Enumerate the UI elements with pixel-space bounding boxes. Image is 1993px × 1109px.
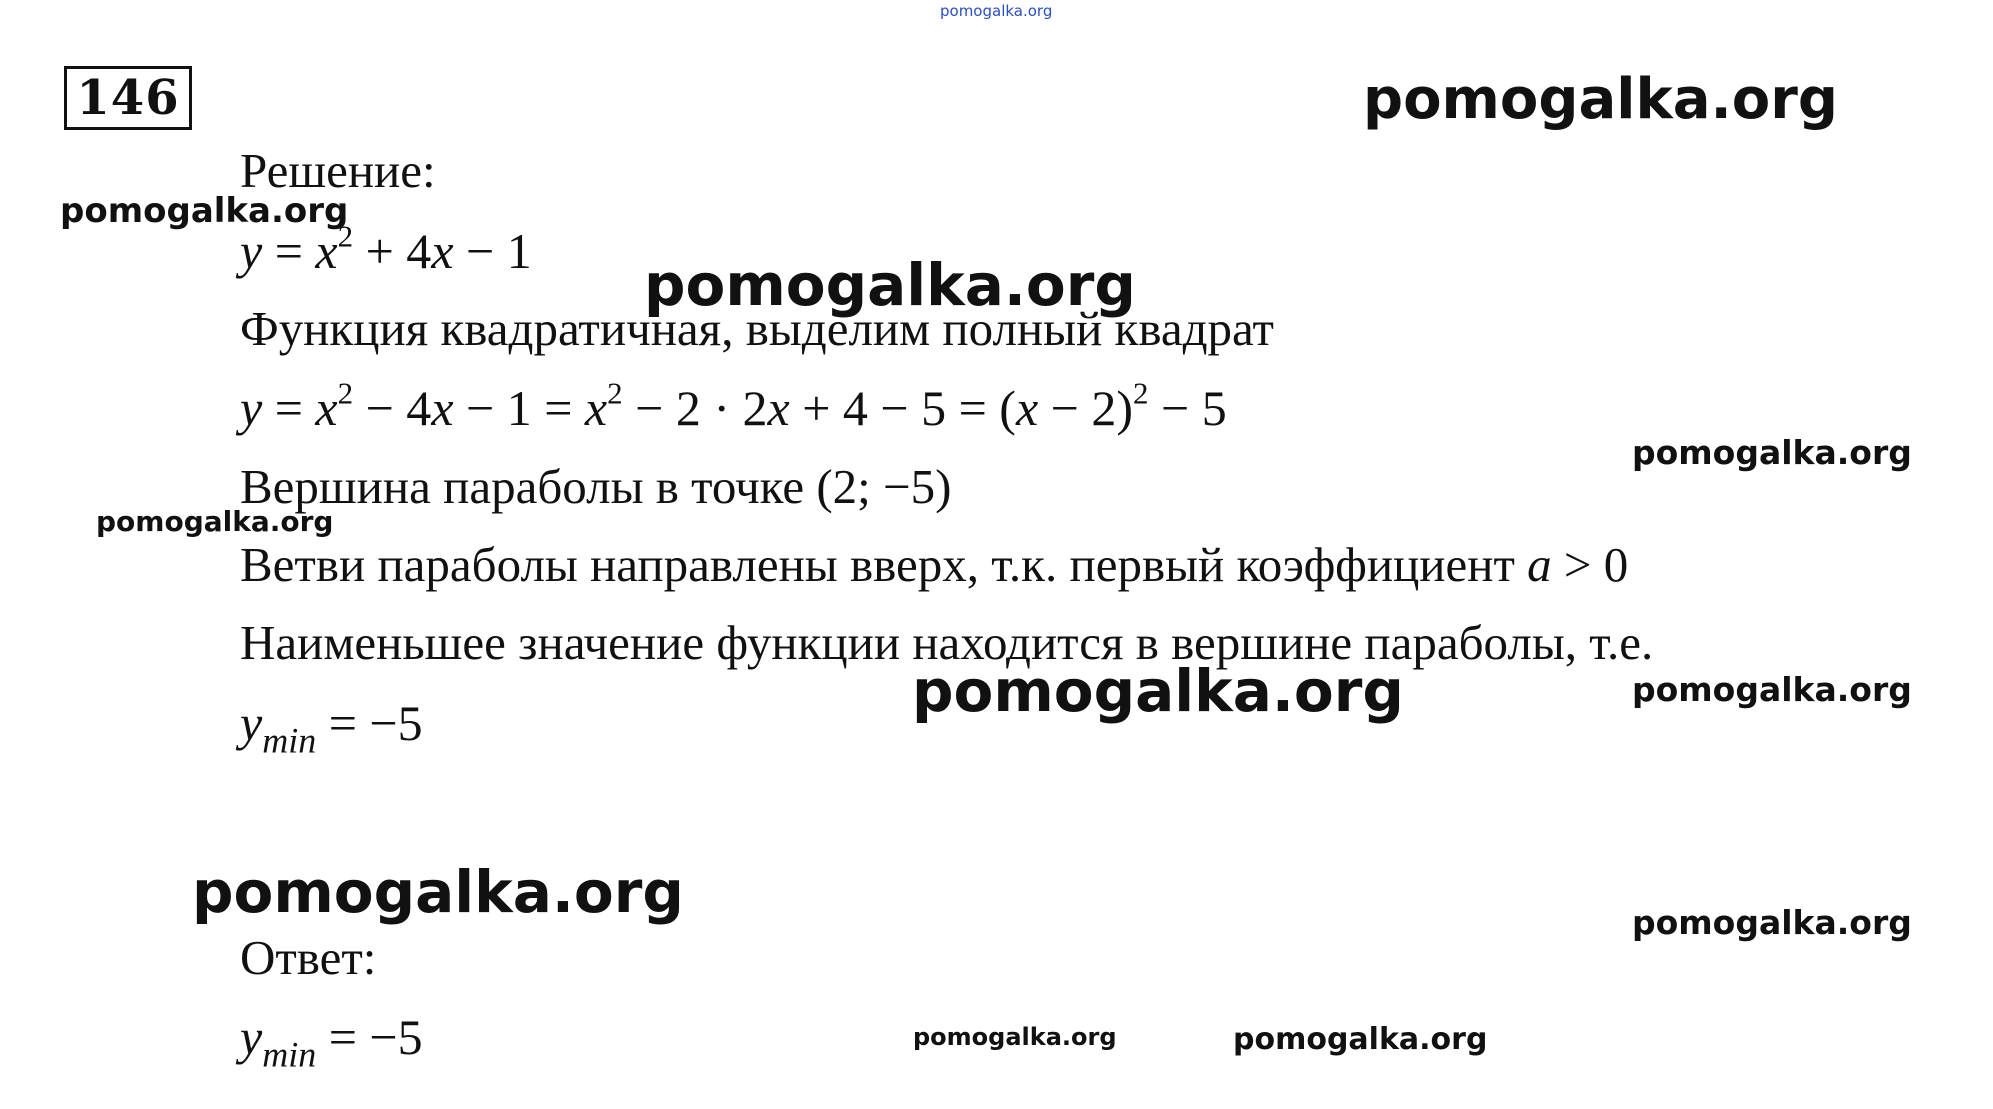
answer-value: $y_{min} = -5$ xyxy=(240,1009,423,1075)
problem-number-box xyxy=(64,66,192,130)
watermark-left-upper: pomogalka.org xyxy=(60,191,349,231)
min-value-equation: $y_{min} = -5$ xyxy=(240,695,423,761)
vertex-text: Вершина параболы в точке (2; −5) xyxy=(240,459,952,514)
explanation-text: Функция квадратичная, выделим полный квадрат xyxy=(240,301,1274,356)
watermark-center-large: pomogalka.org xyxy=(912,657,1404,725)
watermark-right-middle: pomogalka.org xyxy=(1632,433,1912,472)
watermark-bottom-small: pomogalka.org xyxy=(913,1023,1117,1051)
solution-heading: Решение: xyxy=(240,143,436,198)
watermark-top: pomogalka.org xyxy=(940,2,1053,20)
watermark-right-lower: pomogalka.org xyxy=(1632,670,1912,709)
watermark-center-upper: pomogalka.org xyxy=(644,251,1136,319)
min-value-statement: Наименьшее значение функции находится в вершине параболы, т.е. xyxy=(240,615,1654,670)
watermark-bottom-right: pomogalka.org xyxy=(1233,1022,1488,1057)
function-equation: $y = x^2 + 4x - 1$ xyxy=(240,218,532,279)
branches-text: Ветви параболы направлены вверх, т.к. первый коэффициент a > 0 xyxy=(240,537,1629,592)
answer-heading: Ответ: xyxy=(240,930,377,985)
watermark-right-bottom: pomogalka.org xyxy=(1632,903,1912,942)
watermark-left-middle: pomogalka.org xyxy=(96,505,334,538)
completing-square-equation: $y = x^2 - 4x - 1 = x^2 - 2 \cdot 2x + 4 - 5 = (x - 2)^2 - 5$ xyxy=(240,375,1227,436)
watermark-left-large: pomogalka.org xyxy=(192,858,684,926)
problem-number: 146 xyxy=(76,70,180,126)
watermark-large-top-right: pomogalka.org xyxy=(1363,67,1838,132)
